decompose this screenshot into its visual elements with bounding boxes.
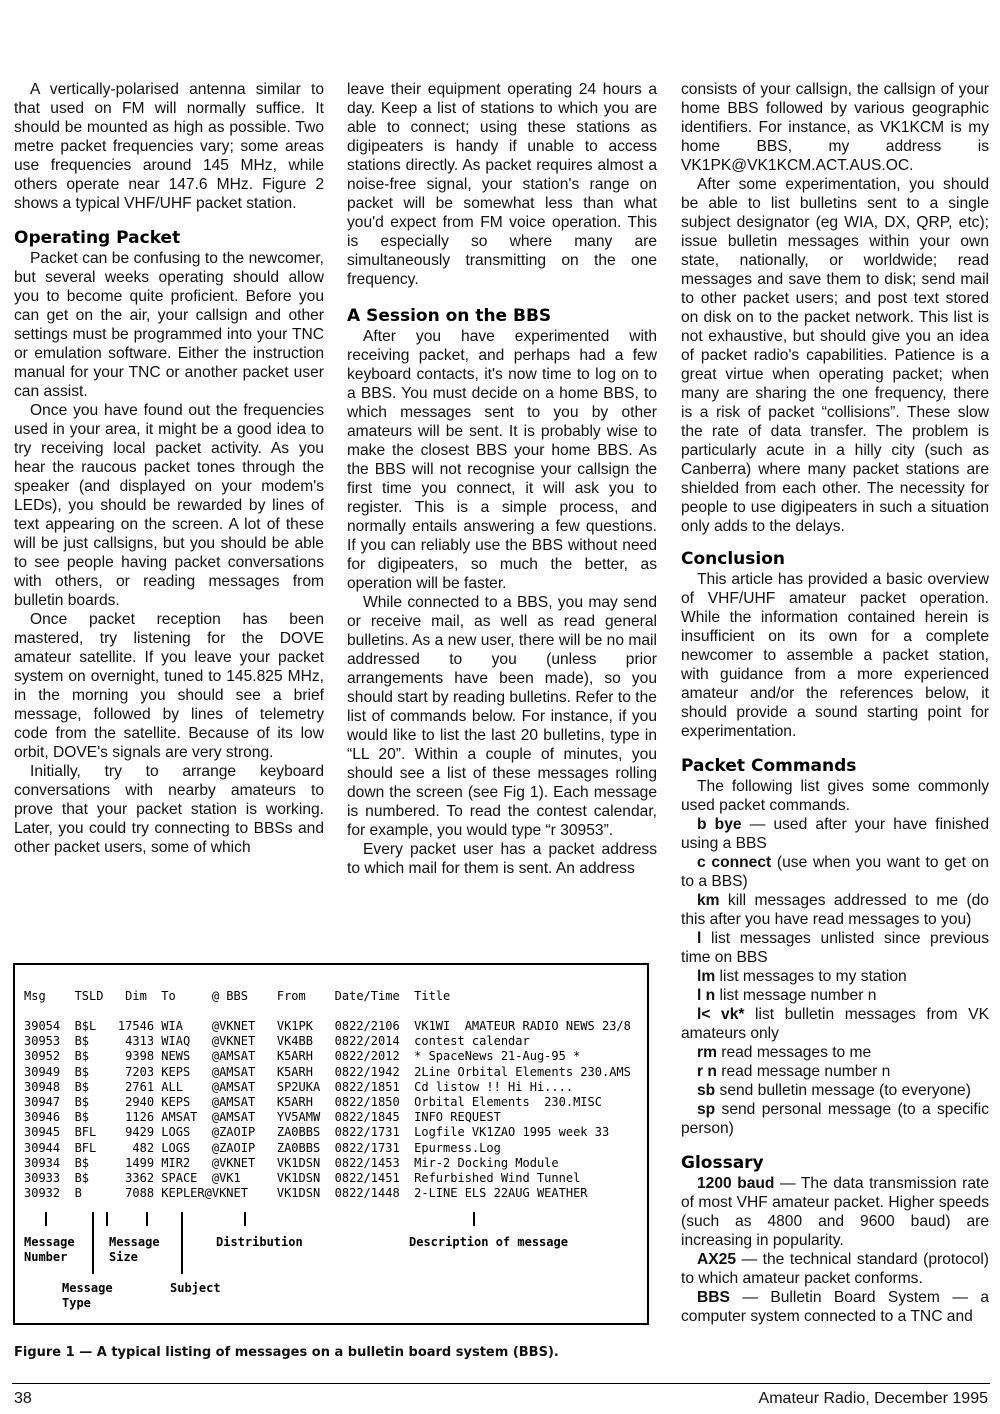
paragraph: Once packet reception has been mastered, try listening for the DOVE amateur satellite. If you leave your packet system on overnight, tuned to 145.825 MHz, in the morning you should see a brief message, followed by lines of telemetry code from the satellite. Because of its low orbit, DOVE's signals are very strong.: [14, 611, 324, 761]
glossary-item: [681, 1288, 989, 1326]
command-item: [681, 1043, 989, 1062]
pointer-line: [473, 1212, 475, 1226]
command-desc: list bulletin messages from VK amateurs only: [681, 1006, 989, 1042]
command-list: [681, 815, 989, 1138]
listing-row: 30934 B$ 1499 MIR2 @VKNET VK1DSN 0822/1453 Mir-2 Docking Module: [24, 1155, 559, 1170]
listing-row: 30952 B$ 9398 NEWS @AMSAT K5ARH 0822/2012 * SpaceNews 21-Aug-95 *: [24, 1049, 581, 1064]
figure-1-bbs-listing: [13, 963, 649, 1325]
command-desc: kill messages addressed to me (do this after you have read messages to you): [681, 892, 989, 928]
listing-row: 30949 B$ 7203 KEPS @AMSAT K5ARH 0822/1942 2Line Orbital Elements 230.AMS: [24, 1064, 631, 1079]
paragraph: Every packet user has a packet address to which mail for them is sent. An address: [347, 841, 657, 877]
page-number: 38: [14, 1390, 32, 1407]
paragraph: While connected to a BBS, you may send or receive mail, as well as read general bulletins. As a new user, there will be no mail addressed to you (unless prior arrangements have been made), so you should start by reading bulletins. Refer to the list of commands below. For instance, if you would like to list the last 20 bulletins, type in “LL 20”. Within a couple of minutes, you should see a list of these messages rolling down the screen (see Fig 1). Each message is numbered. To read the contest calendar, for example, you would type “r 30953”.: [347, 594, 657, 839]
heading-conclusion: Conclusion: [681, 549, 785, 569]
heading-session-bbs: A Session on the BBS: [347, 306, 552, 326]
label-description: Description of message: [409, 1235, 568, 1249]
command-item: [681, 853, 989, 891]
command-item: [681, 815, 989, 853]
pointer-line: [106, 1212, 108, 1226]
listing-row: 30945 BFL 9429 LOGS @ZAOIP ZA0BBS 0822/1731 Logfile VK1ZAO 1995 week 33: [24, 1125, 610, 1140]
listing-row: 30932 B 7088 KEPLER@VKNET VK1DSN 0822/1448 2-LINE ELS 22AUG WEATHER: [24, 1186, 588, 1201]
label-message-type: Message Type: [62, 1281, 113, 1310]
listing-header: Msg TSLD Dim To @ BBS From Date/Time Title: [24, 989, 451, 1003]
glossary-desc: — the technical standard (protocol) to which amateur packet conforms.: [681, 1251, 989, 1287]
pointer-line: [244, 1212, 246, 1226]
paragraph: Once you have found out the frequencies used in your area, it might be a good idea to try receiving local packet activity. As you hear the raucous packet tones through the speaker (and displayed on your modem's LEDs), you should be rewarded by lines of text appearing on the screen. A lot of these will be just callsigns, but you should be able to see people having packet conversations with others, or reading messages from bulletin boards.: [14, 402, 324, 609]
command-name: sb: [697, 1082, 716, 1099]
listing-row: 30948 B$ 2761 ALL @AMSAT SP2UKA 0822/1851 Cd listow !! Hi Hi....: [24, 1079, 574, 1094]
paragraph: This article has provided a basic overview of VHF/UHF amateur packet operation. While the information contained herein is insufficient on its own for a complete newcomer to assemble a packet station, with guidance from a more experienced amateur and/or the references below, it should provide a sound starting point for experimentation.: [681, 571, 989, 740]
glossary-desc: — The data transmission rate of most VHF amateur packet. Higher speeds (such as 4800 and 9600 baud) are increasing in popularity.: [681, 1175, 989, 1249]
paragraph: After you have experimented with receiving packet, and perhaps had a few keyboard contacts, it's now time to log on to a BBS. You must decide on a home BBS, to which messages sent to you by other amateurs will be sent. It is probably wise to make the closest BBS your home BBS. As the BBS will not recognise your callsign the first time you connect, it will ask you to register. This is a simple process, and normally entails answering a few questions. If you can reliably use the BBS without need for digipeaters, so much the better, as operation will be faster.: [347, 328, 657, 592]
glossary-item: [681, 1174, 989, 1250]
command-desc: (use when you want to get on to a BBS): [681, 854, 989, 890]
command-name: r n: [697, 1063, 717, 1080]
paragraph: consists of your callsign, the callsign of your home BBS followed by various geographic identifiers. For instance, as VK1KCM is my home BBS, my address is VK1PK@VK1KCM.ACT.AUS.OC.: [681, 81, 989, 174]
command-name: l< vk*: [697, 1006, 745, 1023]
command-name: l: [697, 930, 702, 947]
label-subject: Subject: [170, 1281, 221, 1295]
column-1: [14, 80, 324, 857]
figure-caption: Figure 1 — A typical listing of messages on a bulletin board system (BBS).: [14, 1345, 559, 1360]
paragraph: leave their equipment operating 24 hours a day. Keep a list of stations to which you are able to connect; using these stations as digipeaters is handy if unable to access stations directly. As packet requires almost a noise-free signal, your station's range on packet will be somewhat less than what you'd expect from FM voice operation. This is especially so where many are simultaneously transmitting on the one frequency.: [347, 81, 657, 288]
paragraph: After some experimentation, you should be able to list bulletins sent to a single subject designator (eg WIA, DX, QRP, etc); issue bulletin messages within your own state, nationally, or worldwide; read messages and save them to disk; send mail to other packet users; and post text stored on disk on to the packet network. This list is not exhaustive, but should give you an idea of packet radio's capabilities. Patience is a great virtue when operating packet; when many are sharing the one frequency, there is a risk of packet “collisions”. These slow the rate of data transfer. The problem is particularly acute in a hilly city (such as Canberra) where many packet stations are shielded from each other. The necessity for people to use digipeaters in such a situation only adds to the delays.: [681, 176, 989, 535]
command-name: km: [697, 892, 720, 909]
command-name: lm: [697, 968, 716, 985]
listing-row: 30953 B$ 4313 WIAQ @VKNET VK4BB 0822/2014 contest calendar: [24, 1034, 530, 1049]
command-item: [681, 967, 989, 986]
command-name: c connect: [697, 854, 772, 871]
paragraph: Packet can be confusing to the newcomer, but several weeks operating should allow you to become quite proficient. Before you can get on the air, your callsign and other settings must be programmed into your TNC or emulation software. Either the instruction manual for your TNC or another packet user can assist.: [14, 250, 324, 400]
command-item: [681, 891, 989, 929]
listing-row: 30946 B$ 1126 AMSAT @AMSAT YV5AMW 0822/1845 INFO REQUEST: [24, 1110, 501, 1125]
command-item: [681, 929, 989, 967]
command-item: [681, 1005, 989, 1043]
command-desc: send personal message (to a specific person): [681, 1101, 989, 1137]
pointer-line: [92, 1212, 94, 1274]
command-name: rm: [697, 1044, 717, 1061]
command-name: b bye: [697, 816, 742, 833]
paragraph: The following list gives some commonly used packet commands.: [681, 778, 989, 814]
command-desc: list message number n: [715, 987, 877, 1004]
command-desc: list messages to my station: [715, 968, 907, 985]
label-message-size: Message Size: [109, 1235, 160, 1264]
command-desc: read message number n: [716, 1063, 891, 1080]
command-item: [681, 1081, 989, 1100]
command-name: l n: [697, 987, 716, 1004]
command-name: sp: [697, 1101, 716, 1118]
command-item: [681, 1062, 989, 1081]
command-desc: list messages unlisted since previous time on BBS: [681, 930, 989, 966]
glossary-desc: — Bulletin Board System — a computer system connected to a TNC and: [681, 1289, 989, 1325]
listing-row: 30947 B$ 2940 KEPS @AMSAT K5ARH 0822/1850 Orbital Elements 230.MISC: [24, 1095, 602, 1110]
glossary-term: BBS: [697, 1289, 730, 1306]
heading-glossary: Glossary: [681, 1153, 764, 1173]
heading-operating-packet: Operating Packet: [14, 228, 181, 248]
label-distribution: Distribution: [216, 1235, 303, 1249]
command-item: [681, 1100, 989, 1138]
command-desc: — used after your have finished using a BBS: [681, 816, 989, 852]
footer-rule: [12, 1383, 990, 1384]
column-3: [681, 80, 989, 1326]
command-desc: send bulletin message (to everyone): [715, 1082, 971, 1099]
pointer-line: [146, 1212, 148, 1226]
paragraph: Initially, try to arrange keyboard conversations with nearby amateurs to prove that your packet station is working. Later, you could try connecting to BBSs and other packet users, some of which: [14, 763, 324, 856]
glossary-item: [681, 1250, 989, 1288]
paragraph: A vertically-polarised antenna similar to that used on FM will normally suffice. It should be mounted as high as possible. Two metre packet frequencies vary; some areas use frequencies around 145 MHz, while others operate near 147.6 MHz. Figure 2 shows a typical VHF/UHF packet station.: [14, 81, 324, 212]
listing-row: 39054 B$L 17546 WIA @VKNET VK1PK 0822/2106 VK1WI AMATEUR RADIO NEWS 23/8: [24, 1019, 631, 1033]
label-message-number: Message Number: [24, 1235, 75, 1264]
listing-row: 30944 BFL 482 LOGS @ZAOIP ZA0BBS 0822/1731 Epurmess.Log: [24, 1140, 501, 1155]
heading-packet-commands: Packet Commands: [681, 756, 857, 776]
command-desc: read messages to me: [716, 1044, 872, 1061]
glossary-list: [681, 1174, 989, 1326]
column-2: [347, 80, 657, 878]
glossary-term: 1200 baud: [697, 1175, 775, 1192]
listing-row: 30933 B$ 3362 SPACE @VK1 VK1DSN 0822/1451 Refurbished Wind Tunnel: [24, 1171, 581, 1186]
glossary-term: AX25: [697, 1251, 737, 1268]
command-item: [681, 986, 989, 1005]
pointer-line: [181, 1212, 183, 1274]
pointer-line: [45, 1212, 47, 1226]
magazine-credit: Amateur Radio, December 1995: [758, 1390, 988, 1407]
listing-rows: [24, 1019, 631, 1201]
